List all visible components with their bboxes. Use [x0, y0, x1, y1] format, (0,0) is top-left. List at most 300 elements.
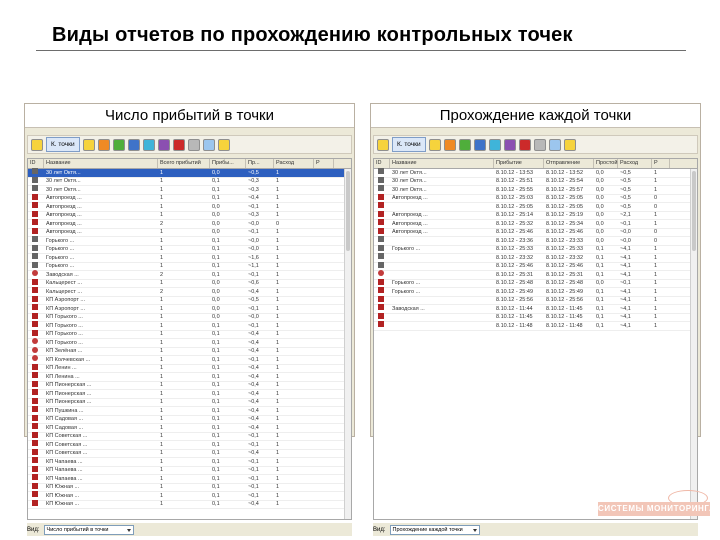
- table-cell: 1: [276, 475, 280, 482]
- table-cell: 1: [276, 433, 280, 440]
- table-cell: ~4,1: [620, 314, 631, 321]
- table-row[interactable]: [28, 305, 351, 314]
- table-cell: ~0,1: [248, 467, 259, 474]
- vehicle-status-icon: [378, 177, 384, 183]
- row-type-cell: [374, 321, 390, 330]
- column-header[interactable]: Всего прибытий: [158, 159, 210, 168]
- vehicle-status-icon: [32, 415, 38, 421]
- table-cell: 1: [276, 407, 280, 414]
- filter-green-icon[interactable]: [113, 139, 125, 151]
- table-cell: 1: [160, 263, 164, 270]
- table-cell: ~0,3: [248, 212, 259, 219]
- table-cell: 8.10.12 - 25:49: [546, 288, 584, 295]
- table-row[interactable]: [374, 297, 697, 306]
- table-cell: 0,0: [596, 280, 604, 287]
- table-cell: 0,1: [596, 263, 604, 270]
- table-cell: 8.10.12 - 25:33: [496, 246, 534, 253]
- table-cell: Кальцерест ...: [46, 280, 82, 287]
- table-row[interactable]: [28, 373, 351, 382]
- table-row[interactable]: [28, 237, 351, 246]
- table-cell: 8.10.12 - 23:32: [546, 254, 584, 261]
- scrollbar-thumb[interactable]: [692, 171, 696, 251]
- table-cell: Заводская ...: [392, 305, 425, 312]
- column-header[interactable]: Прибы...: [210, 159, 246, 168]
- table-cell: 1: [160, 305, 164, 312]
- table-row[interactable]: [28, 288, 351, 297]
- table-row[interactable]: [374, 314, 697, 323]
- table-row[interactable]: [374, 263, 697, 272]
- table-cell: ~0,1: [248, 475, 259, 482]
- table-cell: 1: [160, 212, 164, 219]
- filter-blue-icon[interactable]: [128, 139, 140, 151]
- vehicle-status-icon: [378, 228, 384, 234]
- table-cell: 8.10.12 - 25:46: [546, 263, 584, 270]
- table-cell: ~0,1: [248, 271, 259, 278]
- table-cell: 1: [654, 322, 658, 329]
- filter-blue-icon[interactable]: [474, 139, 486, 151]
- table-cell: 0,0: [596, 186, 604, 193]
- table-row[interactable]: [374, 220, 697, 229]
- table-cell: 8.10.12 - 11:44: [496, 305, 533, 312]
- scrollbar-thumb[interactable]: [346, 171, 350, 251]
- table-cell: 0,1: [212, 263, 220, 270]
- view-select[interactable]: Число прибытий в точки: [44, 525, 134, 535]
- table-cell: ~0,0: [248, 246, 259, 253]
- table-cell: Автопроезд ...: [392, 212, 428, 219]
- table-cell: 2: [160, 288, 164, 295]
- column-header[interactable]: Расход: [618, 159, 652, 168]
- table-row[interactable]: [28, 433, 351, 442]
- table-cell: КП Советская ...: [46, 433, 88, 440]
- vehicle-status-icon: [32, 168, 38, 174]
- column-header[interactable]: Расход: [274, 159, 314, 168]
- table-cell: 1: [160, 492, 164, 499]
- table-cell: 30 лет Октя...: [46, 178, 81, 185]
- table-cell: 1: [654, 305, 658, 312]
- tab-checkpoints[interactable]: К. точки: [392, 137, 426, 152]
- table-cell: 0,0: [596, 203, 604, 210]
- table-row[interactable]: [28, 382, 351, 391]
- table-cell: 1: [276, 305, 280, 312]
- tab-checkpoints[interactable]: К. точки: [46, 137, 80, 152]
- table-row[interactable]: [28, 297, 351, 306]
- table-row[interactable]: [374, 246, 697, 255]
- filter-gray-icon[interactable]: [188, 139, 200, 151]
- table-cell: 30 лет Октя...: [46, 169, 81, 176]
- table-cell: 8.10.12 - 11:45: [546, 305, 583, 312]
- vehicle-status-icon: [32, 423, 38, 429]
- table-cell: ~0,4: [248, 416, 259, 423]
- vehicle-status-icon: [378, 211, 384, 217]
- table-cell: ~0,1: [248, 441, 259, 448]
- table-row[interactable]: [374, 237, 697, 246]
- filter-purple-icon[interactable]: [504, 139, 516, 151]
- table-cell: ~0,3: [248, 186, 259, 193]
- table-cell: 8.10.12 - 23:32: [496, 254, 534, 261]
- table-cell: 1: [276, 280, 280, 287]
- vehicle-status-icon: [32, 398, 38, 404]
- column-header[interactable]: Отправление: [544, 159, 594, 168]
- table-row[interactable]: [28, 365, 351, 374]
- table-cell: КП Ленина ...: [46, 373, 80, 380]
- table-cell: 0,1: [212, 186, 220, 193]
- table-cell: Автопроезд ...: [46, 195, 82, 202]
- table-cell: 1: [160, 407, 164, 414]
- table-row[interactable]: [28, 501, 351, 510]
- table-cell: ~0,5: [620, 203, 631, 210]
- table-cell: 8.10.12 - 25:31: [496, 271, 534, 278]
- filter-orange-icon[interactable]: [444, 139, 456, 151]
- vertical-scrollbar[interactable]: [344, 169, 351, 519]
- table-cell: 0,0: [596, 212, 604, 219]
- table-row[interactable]: [28, 407, 351, 416]
- table-cell: 30 лет Октя...: [392, 186, 427, 193]
- table-row[interactable]: [28, 348, 351, 357]
- table-cell: ~4,1: [620, 322, 631, 329]
- table-cell: КП Советская ...: [46, 441, 88, 448]
- filter-yellow-icon[interactable]: [31, 139, 43, 151]
- table-cell: ~0,1: [248, 433, 259, 440]
- table-cell: 8.10.12 - 23:36: [496, 237, 534, 244]
- table-cell: 1: [276, 373, 280, 380]
- table-cell: 1: [654, 169, 658, 176]
- table-cell: 0: [654, 203, 658, 210]
- table-row[interactable]: [28, 467, 351, 476]
- table-cell: 8.10.12 - 25:05: [546, 195, 584, 202]
- column-header[interactable]: Название: [44, 159, 158, 168]
- table-cell: 8.10.12 - 25:32: [496, 220, 534, 227]
- table-cell: 8.10.12 - 11:48: [496, 322, 533, 329]
- table-cell: КП Пионерская ...: [46, 382, 92, 389]
- table-row[interactable]: [28, 331, 351, 340]
- filter-purple-icon[interactable]: [158, 139, 170, 151]
- table-row[interactable]: [28, 416, 351, 425]
- table-cell: 1: [276, 484, 280, 491]
- table-row[interactable]: [28, 271, 351, 280]
- vehicle-status-icon: [32, 219, 38, 225]
- table-cell: ~0,5: [620, 186, 631, 193]
- table-cell: 1: [160, 424, 164, 431]
- table-cell: 2: [160, 271, 164, 278]
- table-cell: 8.10.12 - 25:51: [496, 178, 534, 185]
- table-cell: 8.10.12 - 25:56: [496, 297, 534, 304]
- table-cell: 8.10.12 - 25:49: [496, 288, 534, 295]
- table-cell: 0,1: [596, 314, 604, 321]
- table-cell: 0,1: [212, 450, 220, 457]
- table-row[interactable]: [28, 441, 351, 450]
- table-cell: 0,1: [212, 246, 220, 253]
- table-cell: 1: [276, 492, 280, 499]
- filter-yellow-icon[interactable]: [218, 139, 230, 151]
- table-cell: 0: [654, 237, 658, 244]
- table-cell: 1: [276, 501, 280, 508]
- table-row[interactable]: [374, 254, 697, 263]
- column-header[interactable]: Р: [652, 159, 670, 168]
- table-cell: 1: [160, 348, 164, 355]
- table-cell: Автопроезд ...: [392, 229, 428, 236]
- table-cell: 1: [276, 288, 280, 295]
- table-cell: 0,0: [212, 212, 220, 219]
- vehicle-status-icon: [378, 168, 384, 174]
- table-row[interactable]: [28, 450, 351, 459]
- table-row[interactable]: [28, 195, 351, 204]
- table-row[interactable]: [28, 399, 351, 408]
- table-row[interactable]: [28, 458, 351, 467]
- table-cell: ~0,1: [248, 305, 259, 312]
- table-row[interactable]: [28, 254, 351, 263]
- table-cell: 1: [160, 441, 164, 448]
- table-cell: 8.10.12 - 25:48: [496, 280, 534, 287]
- table-cell: Горького ...: [392, 288, 421, 295]
- table-cell: 1: [160, 475, 164, 482]
- table-cell: ~0,4: [248, 373, 259, 380]
- vehicle-status-icon: [32, 389, 38, 395]
- column-header[interactable]: Пр...: [246, 159, 274, 168]
- vehicle-status-icon: [32, 406, 38, 412]
- vehicle-status-icon: [32, 236, 38, 242]
- table-row[interactable]: [28, 203, 351, 212]
- table-cell: 0,0: [596, 237, 604, 244]
- table-cell: 8.10.12 - 25:48: [546, 280, 584, 287]
- table-cell: 1: [160, 467, 164, 474]
- filter-green-icon[interactable]: [459, 139, 471, 151]
- vehicle-status-icon: [32, 432, 38, 438]
- table-cell: 0,1: [212, 178, 220, 185]
- filter-lightblue-icon[interactable]: [549, 139, 561, 151]
- filter-cyan-icon[interactable]: [489, 139, 501, 151]
- table-cell: 0,1: [212, 484, 220, 491]
- table-row[interactable]: [28, 356, 351, 365]
- table-cell: ~0,1: [620, 280, 631, 287]
- table-cell: 8.10.12 - 25:54: [546, 178, 584, 185]
- table-row[interactable]: [374, 195, 697, 204]
- vehicle-status-icon: [32, 287, 38, 293]
- vehicle-status-icon: [32, 449, 38, 455]
- table-cell: 1: [276, 237, 280, 244]
- table-row[interactable]: [28, 314, 351, 323]
- vehicle-status-icon: [32, 202, 38, 208]
- logo-text: СИСТЕМЫ МОНИТОРИНГА: [598, 502, 710, 516]
- column-header[interactable]: Название: [390, 159, 494, 168]
- table-cell: Автопроезд ...: [392, 220, 428, 227]
- filter-orange-icon[interactable]: [98, 139, 110, 151]
- table-cell: ~4,1: [620, 305, 631, 312]
- table-cell: ~0,0: [248, 220, 259, 227]
- table-cell: ~0,3: [248, 178, 259, 185]
- table-cell: 1: [160, 314, 164, 321]
- filter-yellow-icon[interactable]: [564, 139, 576, 151]
- filter-cyan-icon[interactable]: [143, 139, 155, 151]
- report-toolbar: [373, 135, 698, 154]
- filter-yellow-icon[interactable]: [429, 139, 441, 151]
- table-cell: ~4,1: [620, 263, 631, 270]
- table-cell: КП Южная ...: [46, 501, 80, 508]
- table-cell: 0: [654, 195, 658, 202]
- table-row[interactable]: [28, 169, 351, 178]
- vehicle-status-icon: [32, 347, 38, 353]
- table-cell: 8.10.12 - 25:46: [546, 229, 584, 236]
- table-cell: 1: [160, 365, 164, 372]
- table-cell: 1: [160, 382, 164, 389]
- table-row[interactable]: [374, 288, 697, 297]
- table-row[interactable]: [374, 271, 697, 280]
- filter-lightblue-icon[interactable]: [203, 139, 215, 151]
- table-cell: 1: [276, 263, 280, 270]
- table-cell: Горького ...: [46, 263, 75, 270]
- table-cell: ~0,5: [248, 169, 259, 176]
- filter-yellow-icon[interactable]: [83, 139, 95, 151]
- table-cell: 1: [276, 212, 280, 219]
- table-cell: КП Советская ...: [46, 450, 88, 457]
- table-cell: 1: [160, 322, 164, 329]
- table-row[interactable]: [374, 178, 697, 187]
- table-cell: 0,1: [212, 475, 220, 482]
- table-cell: ~0,5: [620, 195, 631, 202]
- table-cell: 8.10.12 - 11:45: [496, 314, 533, 321]
- table-cell: ~0,1: [248, 356, 259, 363]
- table-cell: 1: [160, 186, 164, 193]
- table-row[interactable]: [28, 229, 351, 238]
- table-cell: ~0,4: [248, 331, 259, 338]
- vehicle-status-icon: [378, 279, 384, 285]
- filter-red-icon[interactable]: [519, 139, 531, 151]
- column-header[interactable]: Р: [314, 159, 334, 168]
- table-cell: 0,0: [212, 280, 220, 287]
- table-cell: 8.10.12 - 25:55: [496, 186, 534, 193]
- table-cell: 1: [276, 365, 280, 372]
- report-toolbar: [27, 135, 352, 154]
- vertical-scrollbar[interactable]: [690, 169, 697, 519]
- table-cell: ~0,4: [248, 450, 259, 457]
- table-cell: 1: [654, 220, 658, 227]
- table-row[interactable]: [28, 212, 351, 221]
- table-row[interactable]: [374, 212, 697, 221]
- table-cell: 0,0: [596, 195, 604, 202]
- table-row[interactable]: [28, 492, 351, 501]
- vehicle-status-icon: [32, 474, 38, 480]
- table-row[interactable]: [28, 178, 351, 187]
- table-cell: 8.10.12 - 25:57: [546, 186, 584, 193]
- table-cell: 1: [160, 399, 164, 406]
- table-row[interactable]: [374, 322, 697, 331]
- table-cell: 0: [276, 220, 280, 227]
- table-cell: 1: [276, 314, 280, 321]
- table-cell: 1: [160, 203, 164, 210]
- table-row[interactable]: [28, 280, 351, 289]
- table-cell: 1: [654, 297, 658, 304]
- table-header: [28, 159, 351, 169]
- table-cell: КП Аэропорт ...: [46, 297, 86, 304]
- filter-yellow-icon[interactable]: [377, 139, 389, 151]
- table-cell: Горького ...: [46, 254, 75, 261]
- table-cell: КП Горького ...: [46, 339, 83, 346]
- column-header[interactable]: Простой: [596, 160, 618, 166]
- table-cell: Автопроезд ...: [46, 220, 82, 227]
- table-cell: 1: [276, 186, 280, 193]
- table-cell: 1: [160, 484, 164, 491]
- table-cell: 8.10.12 - 25:14: [496, 212, 534, 219]
- report-table: [27, 158, 352, 520]
- table-row[interactable]: [374, 203, 697, 212]
- table-cell: Горького ...: [392, 280, 421, 287]
- table-row[interactable]: [28, 322, 351, 331]
- table-cell: 0,0: [212, 305, 220, 312]
- table-cell: 1: [276, 467, 280, 474]
- vehicle-status-icon: [32, 491, 38, 497]
- table-cell: 0,0: [596, 220, 604, 227]
- table-cell: 0,1: [212, 373, 220, 380]
- table-cell: 0,1: [212, 416, 220, 423]
- table-cell: 8.10.12 - 25:31: [546, 271, 584, 278]
- table-row[interactable]: [374, 186, 697, 195]
- vehicle-status-icon: [378, 296, 384, 302]
- table-row[interactable]: [28, 246, 351, 255]
- table-row[interactable]: [374, 169, 697, 178]
- table-cell: КП Пушкина ...: [46, 407, 84, 414]
- filter-gray-icon[interactable]: [534, 139, 546, 151]
- table-row[interactable]: [28, 390, 351, 399]
- table-cell: 0,1: [596, 305, 604, 312]
- table-row[interactable]: [374, 229, 697, 238]
- table-cell: 1: [160, 246, 164, 253]
- table-cell: 1: [160, 450, 164, 457]
- filter-red-icon[interactable]: [173, 139, 185, 151]
- table-cell: Автопроезд ...: [46, 229, 82, 236]
- table-cell: ~0,4: [248, 382, 259, 389]
- table-cell: 0,0: [212, 229, 220, 236]
- table-cell: 1: [276, 458, 280, 465]
- table-cell: 1: [160, 433, 164, 440]
- table-cell: 1: [654, 186, 658, 193]
- table-row[interactable]: [28, 186, 351, 195]
- table-cell: 1: [160, 356, 164, 363]
- table-cell: 0,0: [596, 169, 604, 176]
- table-cell: 0,0: [596, 229, 604, 236]
- table-row[interactable]: [374, 280, 697, 289]
- table-cell: 1: [276, 169, 280, 176]
- table-cell: 30 лет Октя...: [392, 178, 427, 185]
- vehicle-status-icon: [32, 296, 38, 302]
- table-row[interactable]: [374, 305, 697, 314]
- table-row[interactable]: [28, 339, 351, 348]
- table-cell: 8.10.12 - 13:53: [496, 169, 534, 176]
- view-select[interactable]: Прохождение каждой точки: [390, 525, 480, 535]
- table-cell: 1: [276, 348, 280, 355]
- column-header[interactable]: Прибытие: [494, 159, 544, 168]
- vehicle-status-icon: [378, 236, 384, 242]
- table-cell: 1: [160, 339, 164, 346]
- table-row[interactable]: [28, 263, 351, 272]
- column-header[interactable]: ID: [28, 159, 44, 168]
- table-row[interactable]: [28, 484, 351, 493]
- table-cell: 1: [160, 237, 164, 244]
- table-cell: 30 лет Октя...: [392, 169, 427, 176]
- table-row[interactable]: [28, 220, 351, 229]
- table-cell: 0,0: [596, 178, 604, 185]
- table-cell: ~0,1: [620, 220, 631, 227]
- table-cell: 8.10.12 - 25:03: [496, 195, 534, 202]
- table-cell: 0,1: [212, 458, 220, 465]
- panel-caption: Число прибытий в точки: [25, 104, 354, 128]
- table-cell: 8.10.12 - 25:56: [546, 297, 584, 304]
- table-row[interactable]: [28, 475, 351, 484]
- table-cell: Кальцерест ...: [46, 288, 82, 295]
- table-cell: 0,0: [212, 297, 220, 304]
- column-header[interactable]: ID: [374, 159, 390, 168]
- table-cell: 8.10.12 - 23:33: [546, 237, 584, 244]
- table-row[interactable]: [28, 424, 351, 433]
- table-cell: 0,1: [596, 271, 604, 278]
